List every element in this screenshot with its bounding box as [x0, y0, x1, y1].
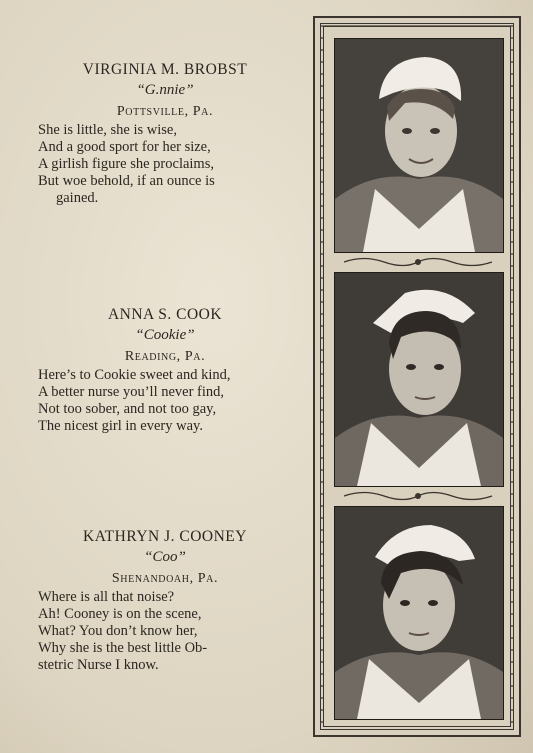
poem-line: stetric Nurse I know.	[38, 657, 159, 673]
poem-line: And a good sport for her size,	[38, 139, 211, 155]
student-nickname: “Cookie”	[135, 327, 195, 343]
student-poem	[38, 367, 300, 435]
entry-brobst	[30, 60, 300, 207]
portrait-photo-cook	[334, 272, 504, 487]
poem-line: What? You don’t know her,	[38, 623, 198, 639]
photo-frame	[313, 16, 521, 737]
student-hometown: Reading, Pa.	[124, 349, 206, 364]
entry-cooney	[30, 527, 300, 674]
poem-line: Not too sober, and not too gay,	[38, 401, 217, 417]
poem-line: A girlish figure she proclaims,	[38, 156, 214, 172]
portrait-photo-cooney	[334, 506, 504, 720]
student-name: KATHRYN J. COONEY	[83, 528, 247, 545]
entry-cook	[30, 305, 300, 435]
student-hometown: Shenandoah, Pa.	[111, 571, 219, 586]
poem-line: A better nurse you’ll never find,	[38, 384, 225, 400]
student-name: VIRGINIA M. BROBST	[82, 61, 248, 78]
poem-line: The nicest girl in every way.	[38, 418, 203, 434]
portrait-photo-brobst	[334, 38, 504, 253]
poem-line: gained.	[56, 190, 99, 206]
student-nickname: “Coo”	[144, 549, 186, 565]
poem-line: Ah! Cooney is on the scene,	[38, 606, 202, 622]
ornament-divider	[334, 489, 502, 503]
student-poem	[38, 589, 300, 674]
poem-line: She is little, she is wise,	[38, 122, 177, 138]
student-name: ANNA S. COOK	[107, 306, 223, 323]
ornament-divider	[334, 255, 502, 269]
student-nickname: “G.nnie”	[136, 82, 194, 98]
student-poem	[38, 122, 300, 207]
poem-line: Where is all that noise?	[38, 589, 175, 605]
poem-line: But woe behold, if an ounce is	[38, 173, 215, 189]
student-hometown: Pottsville, Pa.	[116, 104, 214, 119]
poem-line: Here’s to Cookie sweet and kind,	[38, 367, 231, 383]
poem-line: Why she is the best little Ob-	[38, 640, 208, 656]
